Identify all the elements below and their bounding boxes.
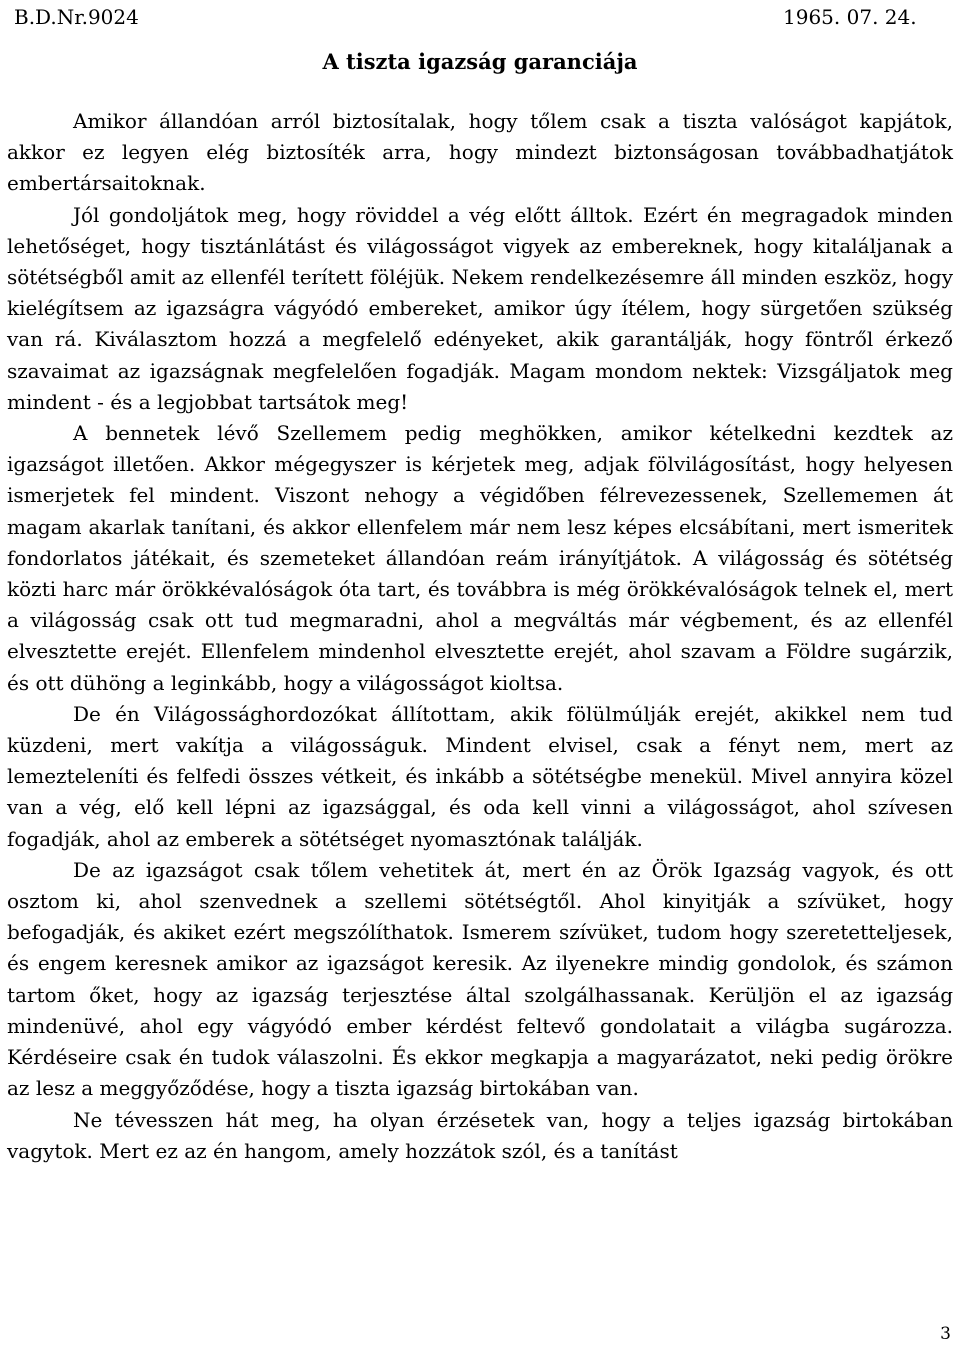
paragraph: Ne tévesszen hát meg, ha olyan érzésetek van, hogy a teljes igazság birtokában vagytok. Mert ez az én hangom, amely hozzátok szól, és a tanítást <box>7 1107 953 1163</box>
page-header <box>7 0 952 34</box>
document-body <box>7 106 953 1167</box>
page-number: 3 <box>940 1324 951 1344</box>
document-date: 1965. 07. 24. <box>783 5 917 29</box>
document-number: B.D.Nr.9024 <box>14 5 139 29</box>
paragraph: A bennetek lévő Szellemem pedig meghökken, amikor kételkedni kezdtek az igazságot illetően. Akkor mégegyszer is kérjetek meg, adjak fölvilágosítást, hogy helyesen ismerjetek fel mindent. Viszont nehogy a végidőben félrevezessenek, Szellememen át magam akarlak tanítani, és akkor ellenfelem már nem lesz képes elcsábítani, mert ismeritek fondorlatos játékait, és szemeteket állandóan reám irányítjátok. A világosság és sötétség közti harc már örökkévalóságok óta tart, és továbbra is még örökkévalóságok telnek el, mert a világosság csak ott tud megmaradni, ahol a megváltás már végbement, és az ellenfél elvesztette erejét. Ellenfelem mindenhol elvesztette erejét, ahol szavam a Földre sugárzik, és ott dühöng a leginkább, hogy a világosságot kioltsa. <box>7 421 953 695</box>
document-title: A tiszta igazság garanciája <box>322 49 638 74</box>
paragraph: Amikor állandóan arról biztosítalak, hogy tőlem csak a tiszta valóságot kapjátok, akkor ez legyen elég biztosíték arra, hogy mindezt biztonságosan továbbadhatjátok embertársaitoknak. <box>7 109 953 196</box>
paragraph: De én Világossághordozókat állítottam, akik fölülmúlják erejét, akikkel nem tud küzdeni, mert vakítja a világosságuk. Mindent elvisel, csak a fényt nem, mert az lemezteleníti és felfedi összes vétkeit, és inkább a sötétségbe menekül. Mivel annyira közel van a vég, elő kell lépni az igazsággal, és oda kell vinni a világosságot, ahol szívesen fogadják, ahol az emberek a sötétséget nyomasztónak találják. <box>7 701 953 851</box>
paragraph: De az igazságot csak tőlem vehetitek át, mert én az Örök Igazság vagyok, és ott osztom ki, ahol szenvednek a szellemi sötétségtől. Ahol kinyitják a szívüket, hogy befogadják, és akiket ezért megszólíthatok. Ismerem szívüket, tudom hogy szeretetteljesek, és engem keresnek amikor az igazságot keresik. Az ilyenekre mindig gondolok, és számon tartom őket, hogy az igazság terjesztése által szolgálhassanak. Kerüljön el az igazság mindenüvé, ahol egy vágyódó ember kérdést feltevő gondolatait a világba sugározza. Kérdéseire csak én tudok válaszolni. És ekkor megkapja a magyarázatot, neki pedig örökre az lesz a meggyőződése, hogy a tiszta igazság birtokában van. <box>7 857 953 1101</box>
paragraph: Jól gondoljátok meg, hogy röviddel a vég előtt álltok. Ezért én megragadok minden lehetőséget, hogy tisztánlátást és világosságot vigyek az embereknek, hogy kitaláljanak a sötétségből amit az ellenfél terített föléjük. Nekem rendelkezésemre áll minden eszköz, hogy kielégítsem az igazságra vágyódó embereket, amikor úgy ítélem, hogy sürgetően szükség van rá. Kiválasztom hozzá a megfelelő edényeket, akik garantálják, hogy föntről érkező szavaimat az igazságnak megfelelően fogadják. Magam mondom nektek: Vizsgáljatok meg mindent - és a legjobbat tartsátok meg! <box>7 202 953 414</box>
